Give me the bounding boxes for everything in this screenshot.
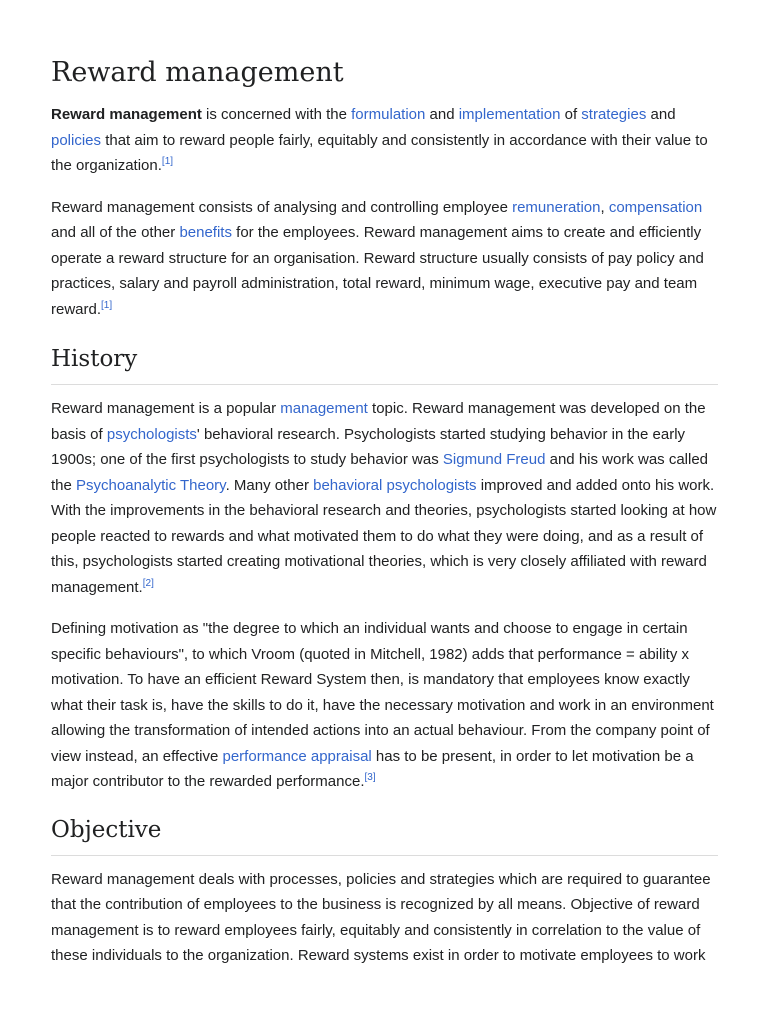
citation-link-1[interactable]: [1] [161, 156, 174, 167]
link-policies[interactable]: policies [51, 131, 102, 149]
text: topic. Reward management was developed on the basis of [51, 400, 706, 443]
link-remuneration[interactable]: remuneration [512, 198, 601, 216]
objective-paragraph-1 [51, 867, 718, 969]
text: for the employees. Reward management aims to create and efficiently operate a reward structure for an organisation. Reward structure usually consists of pay policy and practices, salary and payroll administration, total reward, minimum wage, executive pay and team reward. [51, 224, 704, 318]
article-content [51, 0, 718, 969]
link-sigmund-freud[interactable]: Sigmund Freud [442, 451, 546, 468]
text: and all of the other [51, 224, 180, 241]
citation-link-2[interactable]: [2] [142, 577, 154, 589]
text: and [646, 106, 676, 123]
text: Reward management consists of analysing and controlling employee [51, 198, 513, 216]
text: of [560, 106, 582, 123]
text: Defining motivation as "the degree to which an individual wants and choose to engage in certain specific behaviours", to which Vroom (quoted in Mitchell, 1982) adds that performance = ability x motivation. To have an efficient Reward System then, is mandatory that employees know exactly what their task is, have the skills to do it, have the necessary motivation and work in an environment allowing the transformation of intended actions into an actual behaviour. From the company point of view instead, an effective [51, 620, 714, 765]
text: and [425, 106, 459, 123]
link-psychologists[interactable]: psychologists [106, 425, 197, 443]
link-compensation[interactable]: compensation [608, 198, 703, 216]
link-implementation[interactable]: implementation [458, 106, 561, 123]
section-heading-objective: Objective [51, 815, 718, 856]
intro-paragraph-2 [51, 195, 718, 323]
intro-paragraph-1 [51, 102, 718, 179]
link-management[interactable]: management [280, 400, 368, 417]
link-performance-appraisal[interactable]: performance appraisal [222, 747, 372, 765]
citation-link-3[interactable]: [3] [364, 772, 376, 783]
link-benefits[interactable]: benefits [179, 224, 232, 241]
text: that aim to reward people fairly, equitably and consistently in accordance with their value to the organization. [51, 131, 708, 174]
text: and his work was called the [51, 451, 709, 494]
link-formulation[interactable]: formulation [351, 106, 426, 123]
link-psychoanalytic-theory[interactable]: Psychoanalytic Theory [76, 476, 226, 494]
history-paragraph-2 [51, 616, 718, 795]
citation-ref [364, 772, 375, 783]
text: has to be present, in order to let motivation be a major contributor to the rewarded performance. [51, 747, 694, 790]
text: . Many other [225, 476, 314, 494]
section-heading-history: History [51, 344, 718, 385]
text: improved and added onto his work. With the improvements in the behavioral research and theories, psychologists started looking at how people reacted to rewards and what motivated them to do what they were doing, and as a result of this, psychologists started creating motivational theories, which is very closely affiliated with reward management. [51, 476, 717, 596]
history-paragraph-1 [51, 396, 718, 600]
link-strategies[interactable]: strategies [581, 106, 647, 123]
citation-ref [101, 300, 112, 311]
citation-ref [162, 156, 173, 167]
text: ' behavioral research. Psychologists started studying behavior in the early 1900s; one of the first psychologists to study behavior was [51, 425, 686, 468]
citation-ref [143, 578, 154, 589]
link-behavioral-psychologists[interactable]: behavioral psychologists [313, 476, 477, 494]
text: , [600, 198, 609, 216]
text: is concerned with the [201, 106, 352, 123]
bold-term: Reward management [51, 106, 202, 123]
page-title: Reward management [51, 57, 344, 88]
citation-link-1[interactable]: [1] [101, 299, 113, 311]
text: Reward management deals with processes, policies and strategies which are required to guarantee that the contribution of employees to the business is recognized by all means. Objective of reward management is to reward employees fairly, equitably and consistently in correlation to the value of these individuals to the organization. Reward systems exist in order to motivate employees to work [51, 870, 711, 964]
text: Reward management is a popular [51, 400, 281, 417]
